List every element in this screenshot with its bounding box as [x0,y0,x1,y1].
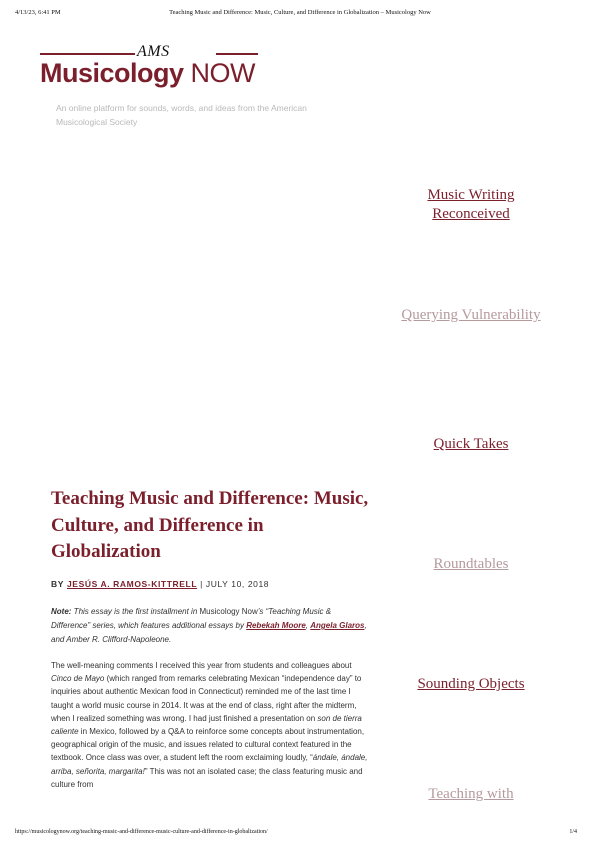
byline-by: BY [51,579,65,589]
article-date: JULY 10, 2018 [205,579,270,589]
print-header [15,9,585,19]
sidebar-item-roundtables[interactable]: Roundtables [433,556,509,572]
sidebar-item-quick-takes[interactable]: Quick Takes [433,436,509,452]
body-emphasis: Cinco de Mayo [51,674,105,684]
author-link[interactable]: JESÚS A. RAMOS-KITTRELL [66,579,198,589]
sidebar-item-teaching-with[interactable]: Teaching with [428,786,514,802]
print-url: https://musicologynow.org/teaching-music-and-difference-music-culture-and-difference-in-globalization/ [15,829,268,835]
body-text: (which ranged from remarks celebrating Mexican “independence day” to inquiries about authentic Mexican food in Connecticut) reminded me of the last time I taught a world music course in 2014. It was at the end of class, right after the midterm, when I realized something was wrong. I had just finished a presentation on [51,674,362,723]
note-label: Note: [51,607,72,616]
article-title: Teaching Music and Difference: Music, Culture, and Difference in Globalization [51,488,369,562]
logo-rule-right [216,53,258,55]
body-text: in Mexico, followed by a Q&A to reinforce some concepts about instrumentation, geographical origin of the music, and issues related to cultural context featured in the textbook. Once class was over, a student left the room exclaiming loudly, “ [51,727,365,763]
body-text: ” This was not an isolated case; the class featuring music and culture from [51,766,363,789]
print-page-number: 1/4 [569,829,577,835]
article-note [51,605,369,647]
print-date: 4/13/23, 6:41 PM [15,9,61,16]
logo-ams: AMS [137,43,170,60]
site-tagline: An online platform for sounds, words, and ideas from the American Musicological Society [56,103,307,127]
print-footer [15,829,585,839]
sidebar-item-sounding-objects[interactable]: Sounding Objects [417,676,525,692]
logo-rule-left [40,53,135,55]
body-emphasis: son de tierra caliente [51,713,362,737]
body-text: The well-meaning comments I received this year from students and colleagues about [51,661,352,670]
sidebar-item-querying-vulnerability[interactable]: Querying Vulnerability [401,307,541,323]
byline-separator: | [200,579,203,589]
author-link-angela-glaros[interactable]: Angela Glaros [310,621,365,630]
site-logo[interactable] [40,42,270,92]
note-text: ’s “Teaching Music & Difference” series, which features additional essays by [51,607,332,630]
note-publication: Musicology Now [199,607,258,616]
logo-word-musicology: Musicology [40,58,184,88]
note-text: , and Amber R. Clifford-Napoleone. [51,621,367,644]
print-page-title: Teaching Music and Difference: Music, Culture, and Difference in Globalization – Musicology Now [169,9,431,16]
article-byline [51,579,269,589]
article-body-paragraph [51,659,373,791]
body-emphasis: ándale, ándale, arriba, señorita, margarita! [51,753,368,776]
note-text: , [305,621,311,630]
note-text: This essay is the first installment in [71,607,200,616]
sidebar-item-music-writing-reconceived[interactable]: Music Writing Reconceived [427,187,515,222]
logo-word-now: NOW [190,58,256,88]
logo-wordmark [40,56,255,90]
author-link-rebekah-moore[interactable]: Rebekah Moore [246,621,306,630]
